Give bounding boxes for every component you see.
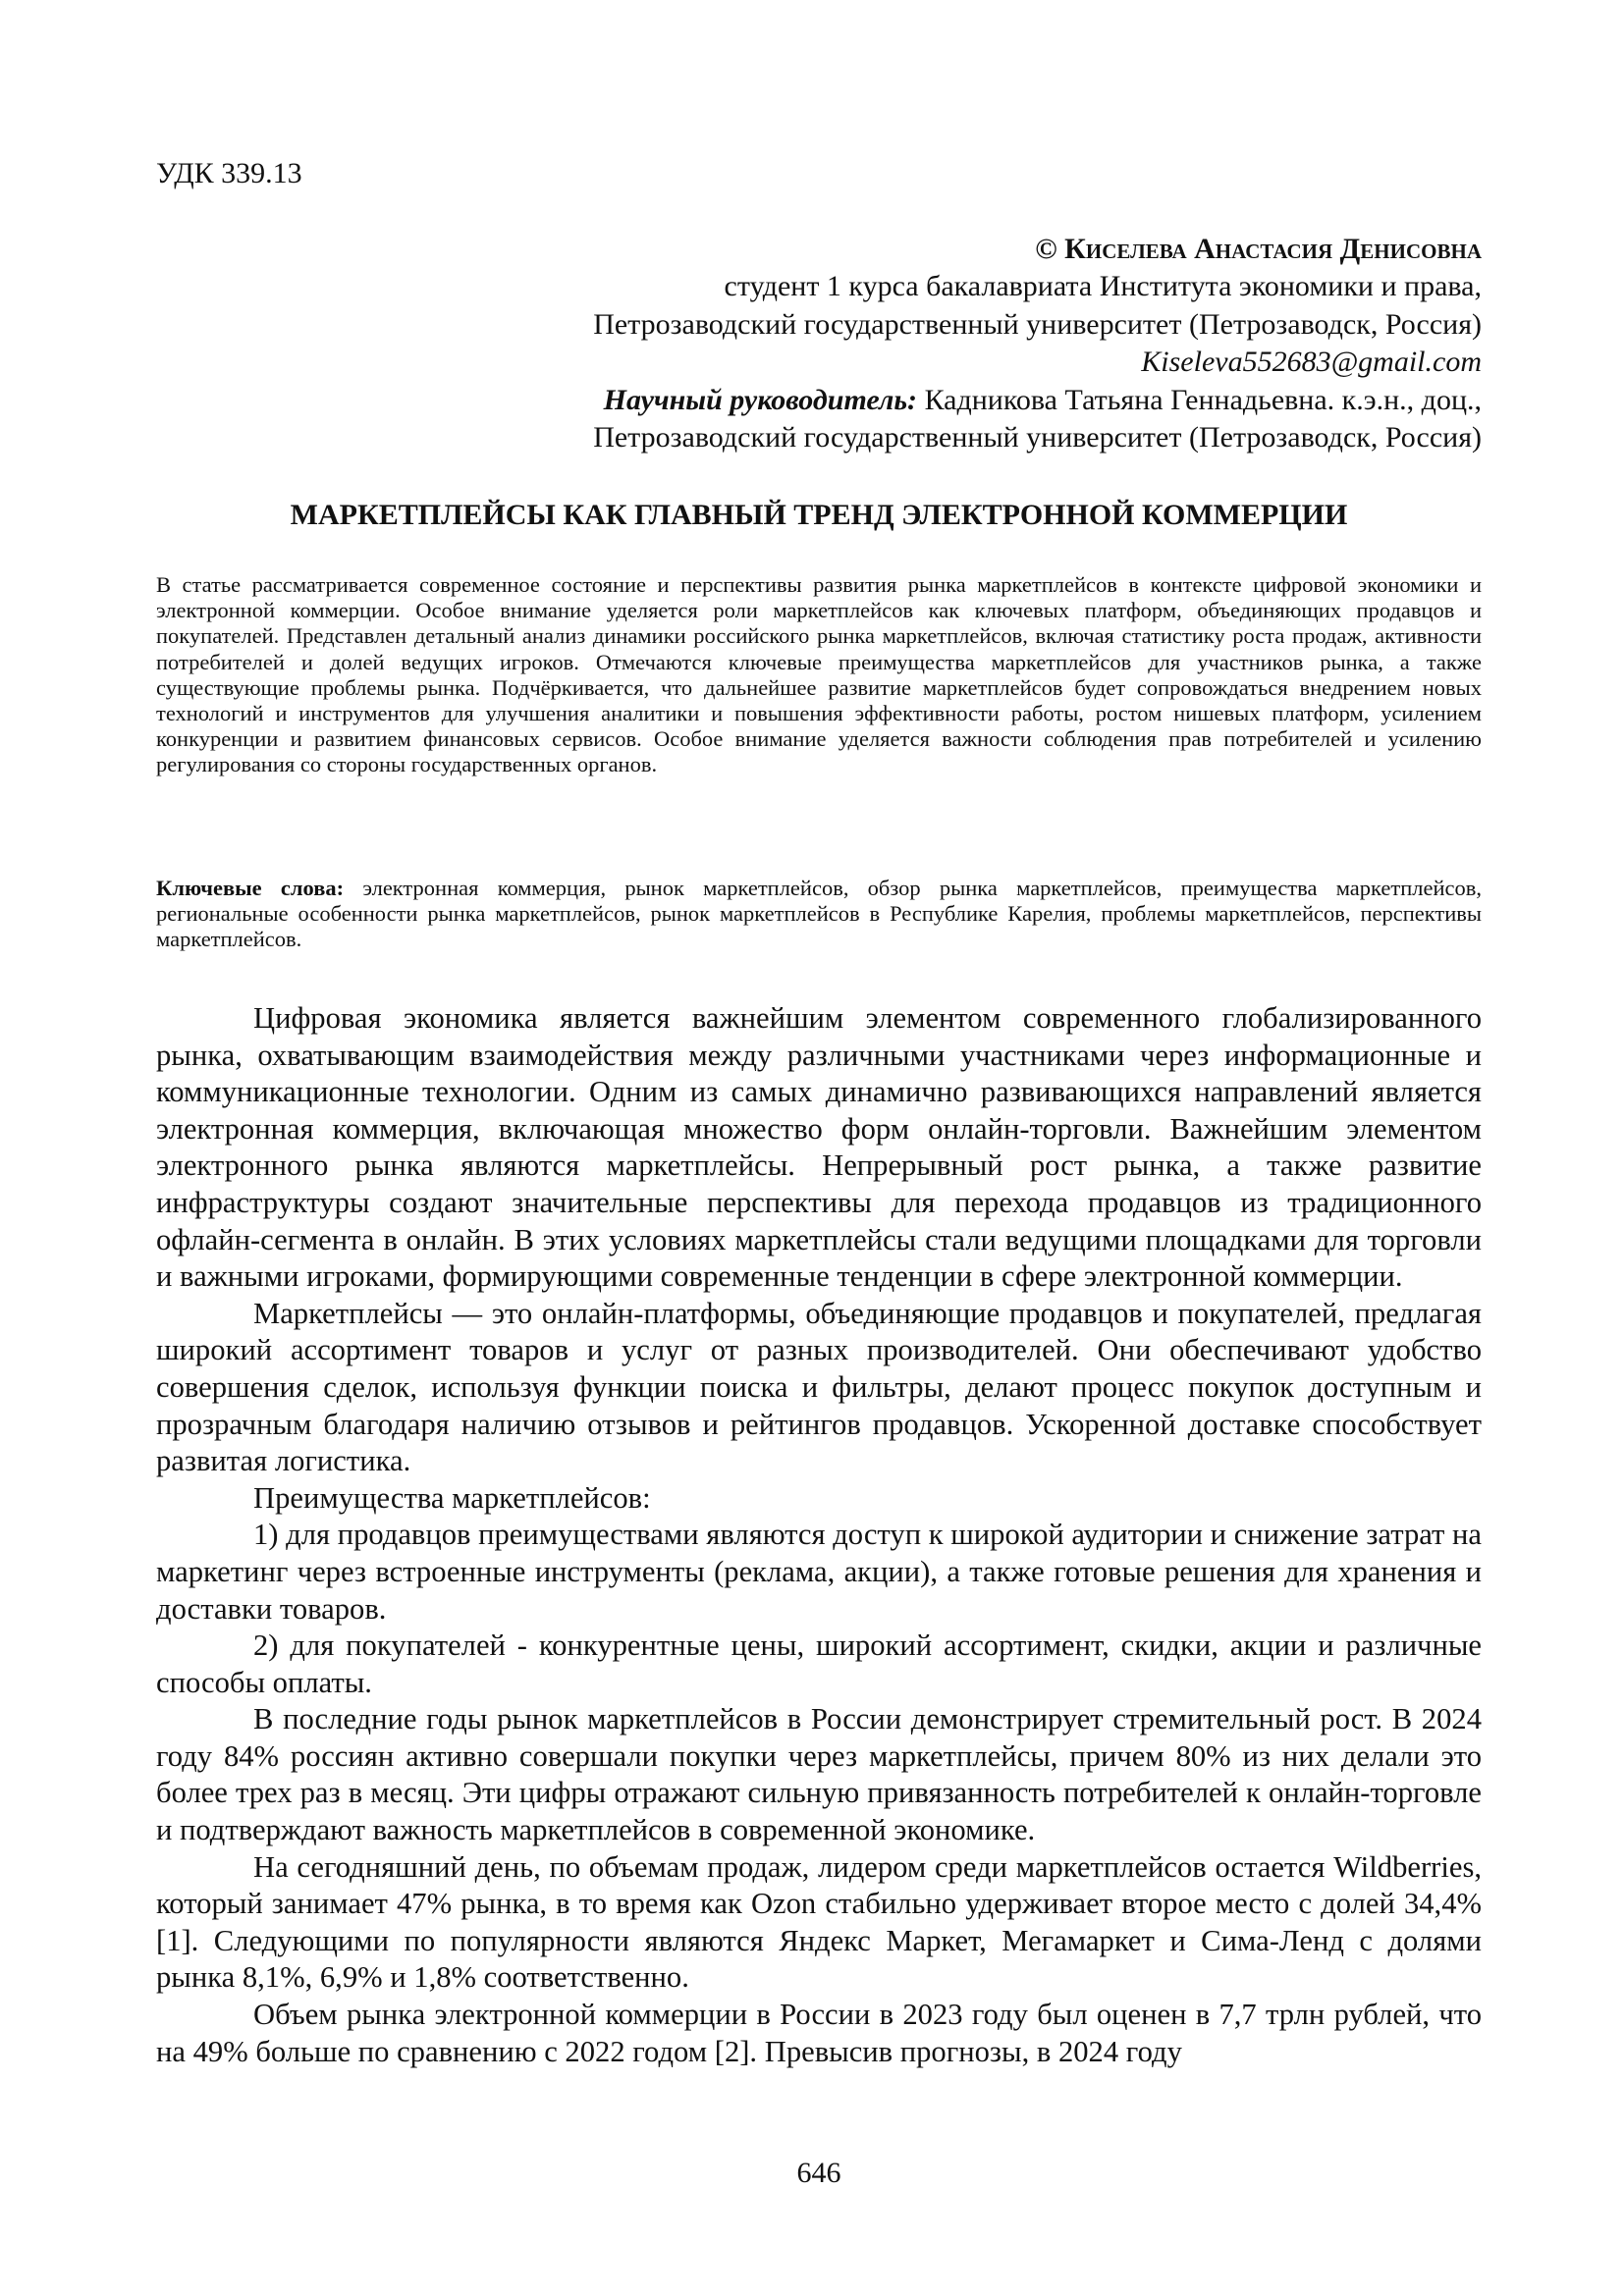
article-title: МАРКЕТПЛЕЙСЫ КАК ГЛАВНЫЙ ТРЕНД ЭЛЕКТРОННОЙ КОММЕРЦИИ — [290, 499, 1348, 531]
author-name: © Киселева Анастасия Денисовна — [1035, 233, 1482, 265]
keywords-text: электронная коммерция, рынок маркетплейсов, обзор рынка маркетплейсов, преимущества маркетплейсов, региональные особенности рынка маркетплейсов, рынок маркетплейсов в Республике Карелия, проблемы маркетплейсов, перспективы маркетплейсов. — [156, 876, 1482, 952]
abstract: В статье рассматривается современное состояние и перспективы развития рынка маркетплейсов в контексте цифровой экономики и электронной коммерции. Особое внимание уделяется роли маркетплейсов как ключевых платформ, объединяющих продавцов и покупателей. Представлен детальный анализ динамики российского рынка маркетплейсов, включая статистику роста продаж, активности потребителей и долей ведущих игроков. Отмечаются ключевые преимущества маркетплейсов для участников рынка, а также существующие проблемы рынка. Подчёркивается, что дальнейшее развитие маркетплейсов будет сопровождаться внедрением новых технологий и инструментов для улучшения аналитики и повышения эффективности работы, ростом нишевых платформ, усилением конкуренции и развитием финансовых сервисов. Особое внимание уделяется важности соблюдения прав потребителей и усилению регулирования со стороны государственных органов. — [156, 572, 1482, 777]
supervisor-line — [156, 382, 1482, 419]
body-text — [156, 1000, 1482, 2070]
body-paragraph: Объем рынка электронной коммерции в России в 2023 году был оценен в 7,7 трлн рублей, что на 49% больше по сравнению с 2022 годом [2]. Превысив прогнозы, в 2024 году — [156, 1998, 1482, 2068]
supervisor-name: Кадникова Татьяна Геннадьевна. к.э.н., доц., — [917, 383, 1482, 416]
body-paragraph: На сегодняшний день, по объемам продаж, лидером среди маркетплейсов остается Wildberries, который занимает 47% рынка, в то время как Ozon стабильно удерживает второе место с долей 34,4% [1]. Следующими по популярности являются Яндекс Маркет, Мегамаркет и Сима-Ленд с долями рынка 8,1%, 6,9% и 1,8% соответственно. — [156, 1849, 1482, 1995]
supervisor-label: Научный руководитель: — [603, 383, 918, 416]
body-paragraph: Преимущества маркетплейсов: — [253, 1480, 651, 1515]
author-affiliation: Петрозаводский государственный университет (Петрозаводск, Россия) — [593, 307, 1482, 341]
author-position: студент 1 курса бакалавриата Института экономики и права, — [724, 270, 1482, 303]
author-email: Kiseleva552683@gmail.com — [1141, 346, 1482, 379]
keywords-label: Ключевые слова: — [156, 876, 345, 900]
udk-code: УДК 339.13 — [156, 157, 302, 189]
body-paragraph: В последние годы рынок маркетплейсов в России демонстрирует стремительный рост. В 2024 году 84% россиян активно совершали покупки через маркетплейсы, причем 80% из них делали это более трех раз в месяц. Эти цифры отражают сильную привязанность потребителей к онлайн-торговле и подтверждают важность маркетплейсов в современной экономике. — [156, 1702, 1482, 1847]
body-paragraph: Маркетплейсы — это онлайн-платформы, объединяющие продавцов и покупателей, предлагая широкий ассортимент товаров и услуг от разных производителей. Они обеспечивают удобство совершения сделок, используя функции поиска и фильтры, делают процесс покупок доступным и прозрачным благодаря наличию отзывов и рейтингов продавцов. Ускоренной доставке способствует развитая логистика. — [156, 1296, 1482, 1478]
author-block — [156, 231, 1482, 456]
supervisor-affiliation: Петрозаводский государственный университет (Петрозаводск, Россия) — [593, 421, 1482, 454]
body-paragraph: 2) для покупателей - конкурентные цены, широкий ассортимент, скидки, акции и различные способы оплаты. — [156, 1629, 1482, 1699]
page-number: 646 — [796, 2157, 841, 2189]
keywords — [156, 876, 1482, 953]
body-paragraph: 1) для продавцов преимуществами являются доступ к широкой аудитории и снижение затрат на маркетинг через встроенные инструменты (реклама, акции), а также готовые решения для хранения и доставки товаров. — [156, 1518, 1482, 1626]
body-paragraph: Цифровая экономика является важнейшим элементом современного глобализированного рынка, охватывающим взаимодействия между различными участниками через информационные и коммуникационные технологии. Одним из самых динамично развивающихся направлений является электронная коммерция, включающая множество форм онлайн-торговли. Важнейшим элементом электронного рынка являются маркетплейсы. Непрерывный рост рынка, а также развитие инфраструктуры создают значительные перспективы для перехода продавцов из традиционного офлайн-сегмента в онлайн. В этих условиях маркетплейсы стали ведущими площадками для торговли и важными игроками, формирующими современные тенденции в сфере электронной коммерции. — [156, 1001, 1482, 1294]
